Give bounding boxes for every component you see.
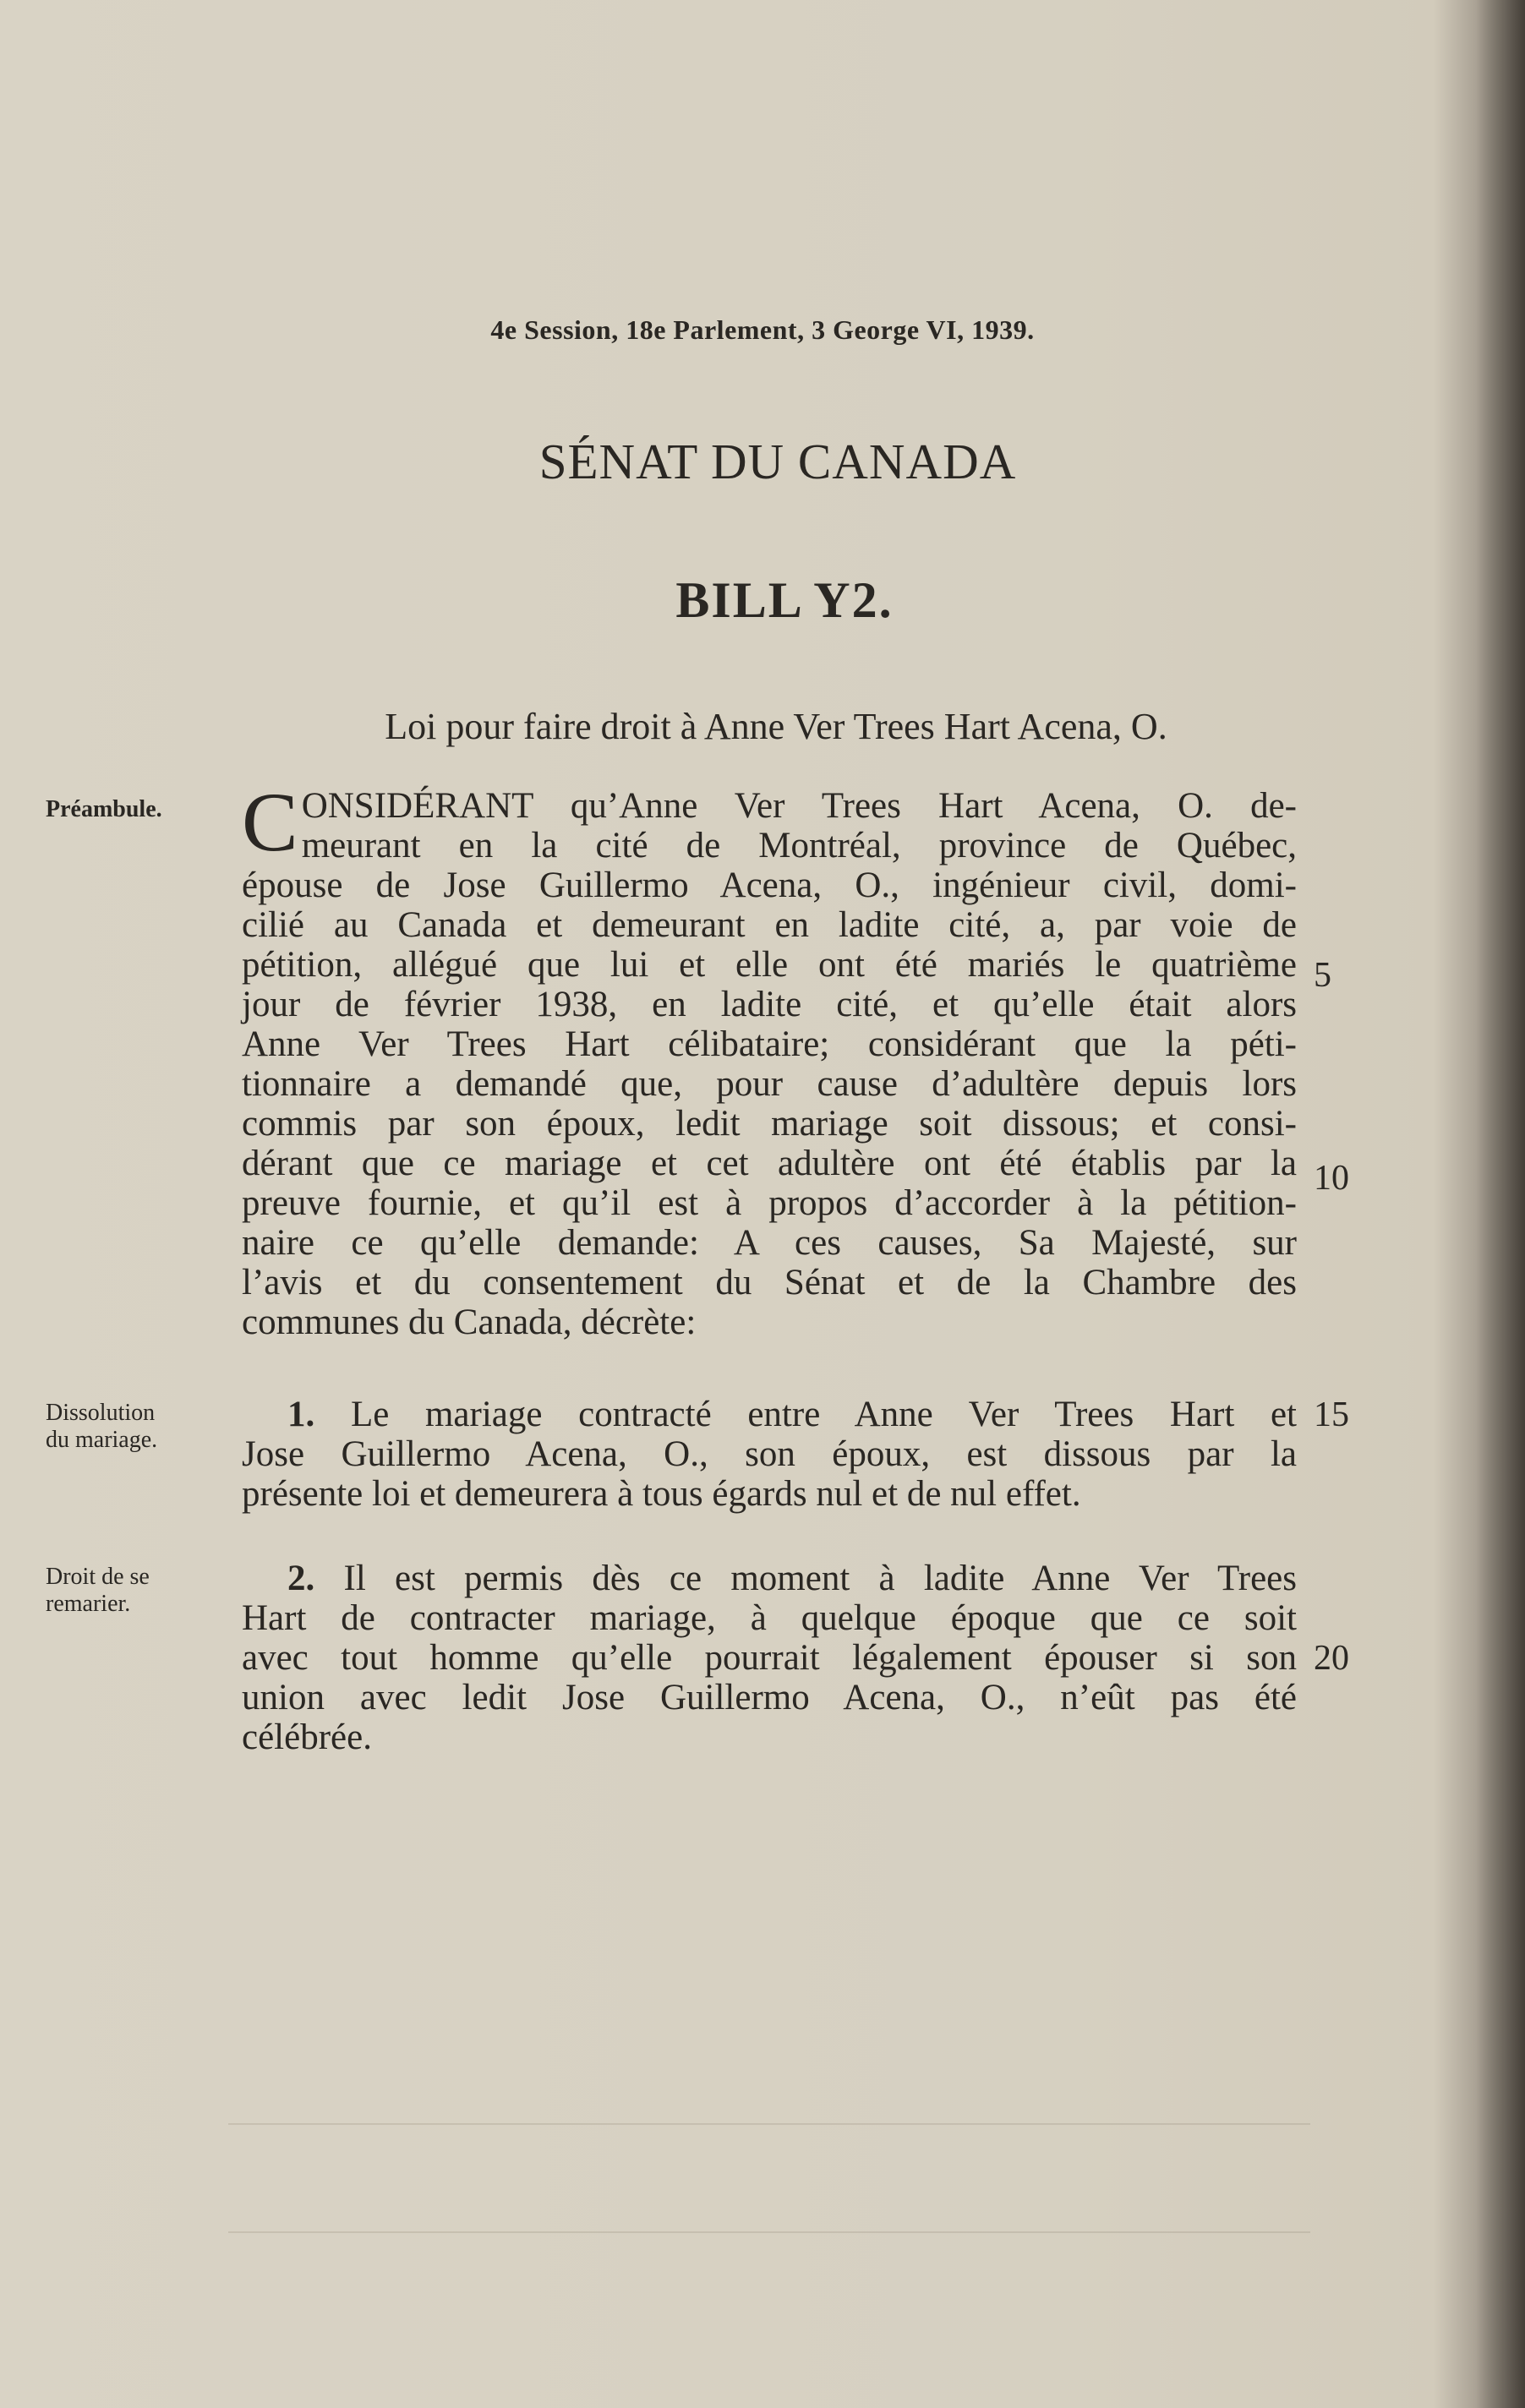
- preamble-line: preuve fournie, et qu’il est à propos d’accorder à la pétition-: [242, 1183, 1297, 1223]
- section-line: célébrée.: [242, 1717, 372, 1757]
- preamble-line: Anne Ver Trees Hart célibataire; considérant que la péti-: [242, 1024, 1297, 1064]
- chamber-title: SÉNAT DU CANADA: [538, 434, 1017, 489]
- margin-note-line: Dissolution: [46, 1400, 156, 1426]
- preamble-line: pétition, allégué que lui et elle ont été mariés le quatrième: [242, 945, 1297, 985]
- drop-cap: C: [242, 775, 298, 869]
- section-line-text: Il est permis dès ce moment à ladite Anne Ver Trees: [343, 1559, 1298, 1598]
- preamble-line: épouse de Jose Guillermo Acena, O., ingénieur civil, domi-: [242, 865, 1297, 905]
- bill-subtitle: Loi pour faire droit à Anne Ver Trees Hart Acena, O.: [385, 706, 1167, 747]
- margin-note-line: remarier.: [46, 1591, 131, 1617]
- preamble-line: ONSIDÉRANT qu’Anne Ver Trees Hart Acena, O. de-: [301, 786, 1297, 826]
- section-line: union avec ledit Jose Guillermo Acena, O., n’eût pas été: [242, 1678, 1297, 1717]
- section-line: [242, 1559, 1297, 1598]
- bill-title: BILL Y2.: [675, 572, 894, 628]
- line-number: 10: [1314, 1159, 1349, 1198]
- section-number: 2.: [287, 1559, 315, 1598]
- margin-note-preamble: Préambule.: [46, 796, 162, 822]
- preamble-line: tionnaire a demandé que, pour cause d’adultère depuis lors: [242, 1064, 1297, 1104]
- page-binding-shadow: [1476, 0, 1525, 2408]
- section-line: Jose Guillermo Acena, O., son époux, est dissous par la: [242, 1434, 1297, 1474]
- section-line-text: Le mariage contracté entre Anne Ver Trees Hart et: [350, 1395, 1298, 1434]
- preamble-line: commis par son époux, ledit mariage soit dissous; et consi-: [242, 1104, 1297, 1144]
- section-line: présente loi et demeurera à tous égards nul et de nul effet.: [242, 1474, 1081, 1514]
- section-1-text: [242, 1395, 1297, 1514]
- session-header: 4e Session, 18e Parlement, 3 George VI, 1939.: [490, 314, 1035, 345]
- preamble-line: cilié au Canada et demeurant en ladite cité, a, par voie de: [242, 905, 1297, 945]
- preamble-line: meurant en la cité de Montréal, province de Québec,: [301, 826, 1297, 865]
- preamble-line: jour de février 1938, en ladite cité, et qu’elle était alors: [242, 985, 1297, 1024]
- margin-note-dissolution: [46, 1400, 206, 1454]
- preamble-line: dérant que ce mariage et cet adultère ont été établis par la: [242, 1144, 1297, 1183]
- margin-note-line: du mariage.: [46, 1427, 158, 1453]
- show-through-rule: [228, 2123, 1310, 2125]
- line-number: 5: [1314, 956, 1331, 995]
- section-2-text: [242, 1559, 1297, 1757]
- preamble-line: naire ce qu’elle demande: A ces causes, Sa Majesté, sur: [242, 1223, 1297, 1263]
- show-through-rule: [228, 2231, 1310, 2233]
- line-number: 20: [1314, 1639, 1349, 1678]
- preamble-line: l’avis et du consentement du Sénat et de la Chambre des: [242, 1263, 1297, 1302]
- preamble-text: [242, 775, 1297, 1342]
- margin-note-line: Droit de se: [46, 1564, 150, 1590]
- section-number: 1.: [287, 1395, 315, 1434]
- section-line: avec tout homme qu’elle pourrait légalement épouser si son: [242, 1638, 1297, 1678]
- margin-note-remarriage: [46, 1564, 206, 1618]
- section-line: [242, 1395, 1297, 1434]
- section-line: Hart de contracter mariage, à quelque époque que ce soit: [242, 1598, 1297, 1638]
- line-number: 15: [1314, 1395, 1349, 1434]
- preamble-line: communes du Canada, décrète:: [242, 1302, 697, 1342]
